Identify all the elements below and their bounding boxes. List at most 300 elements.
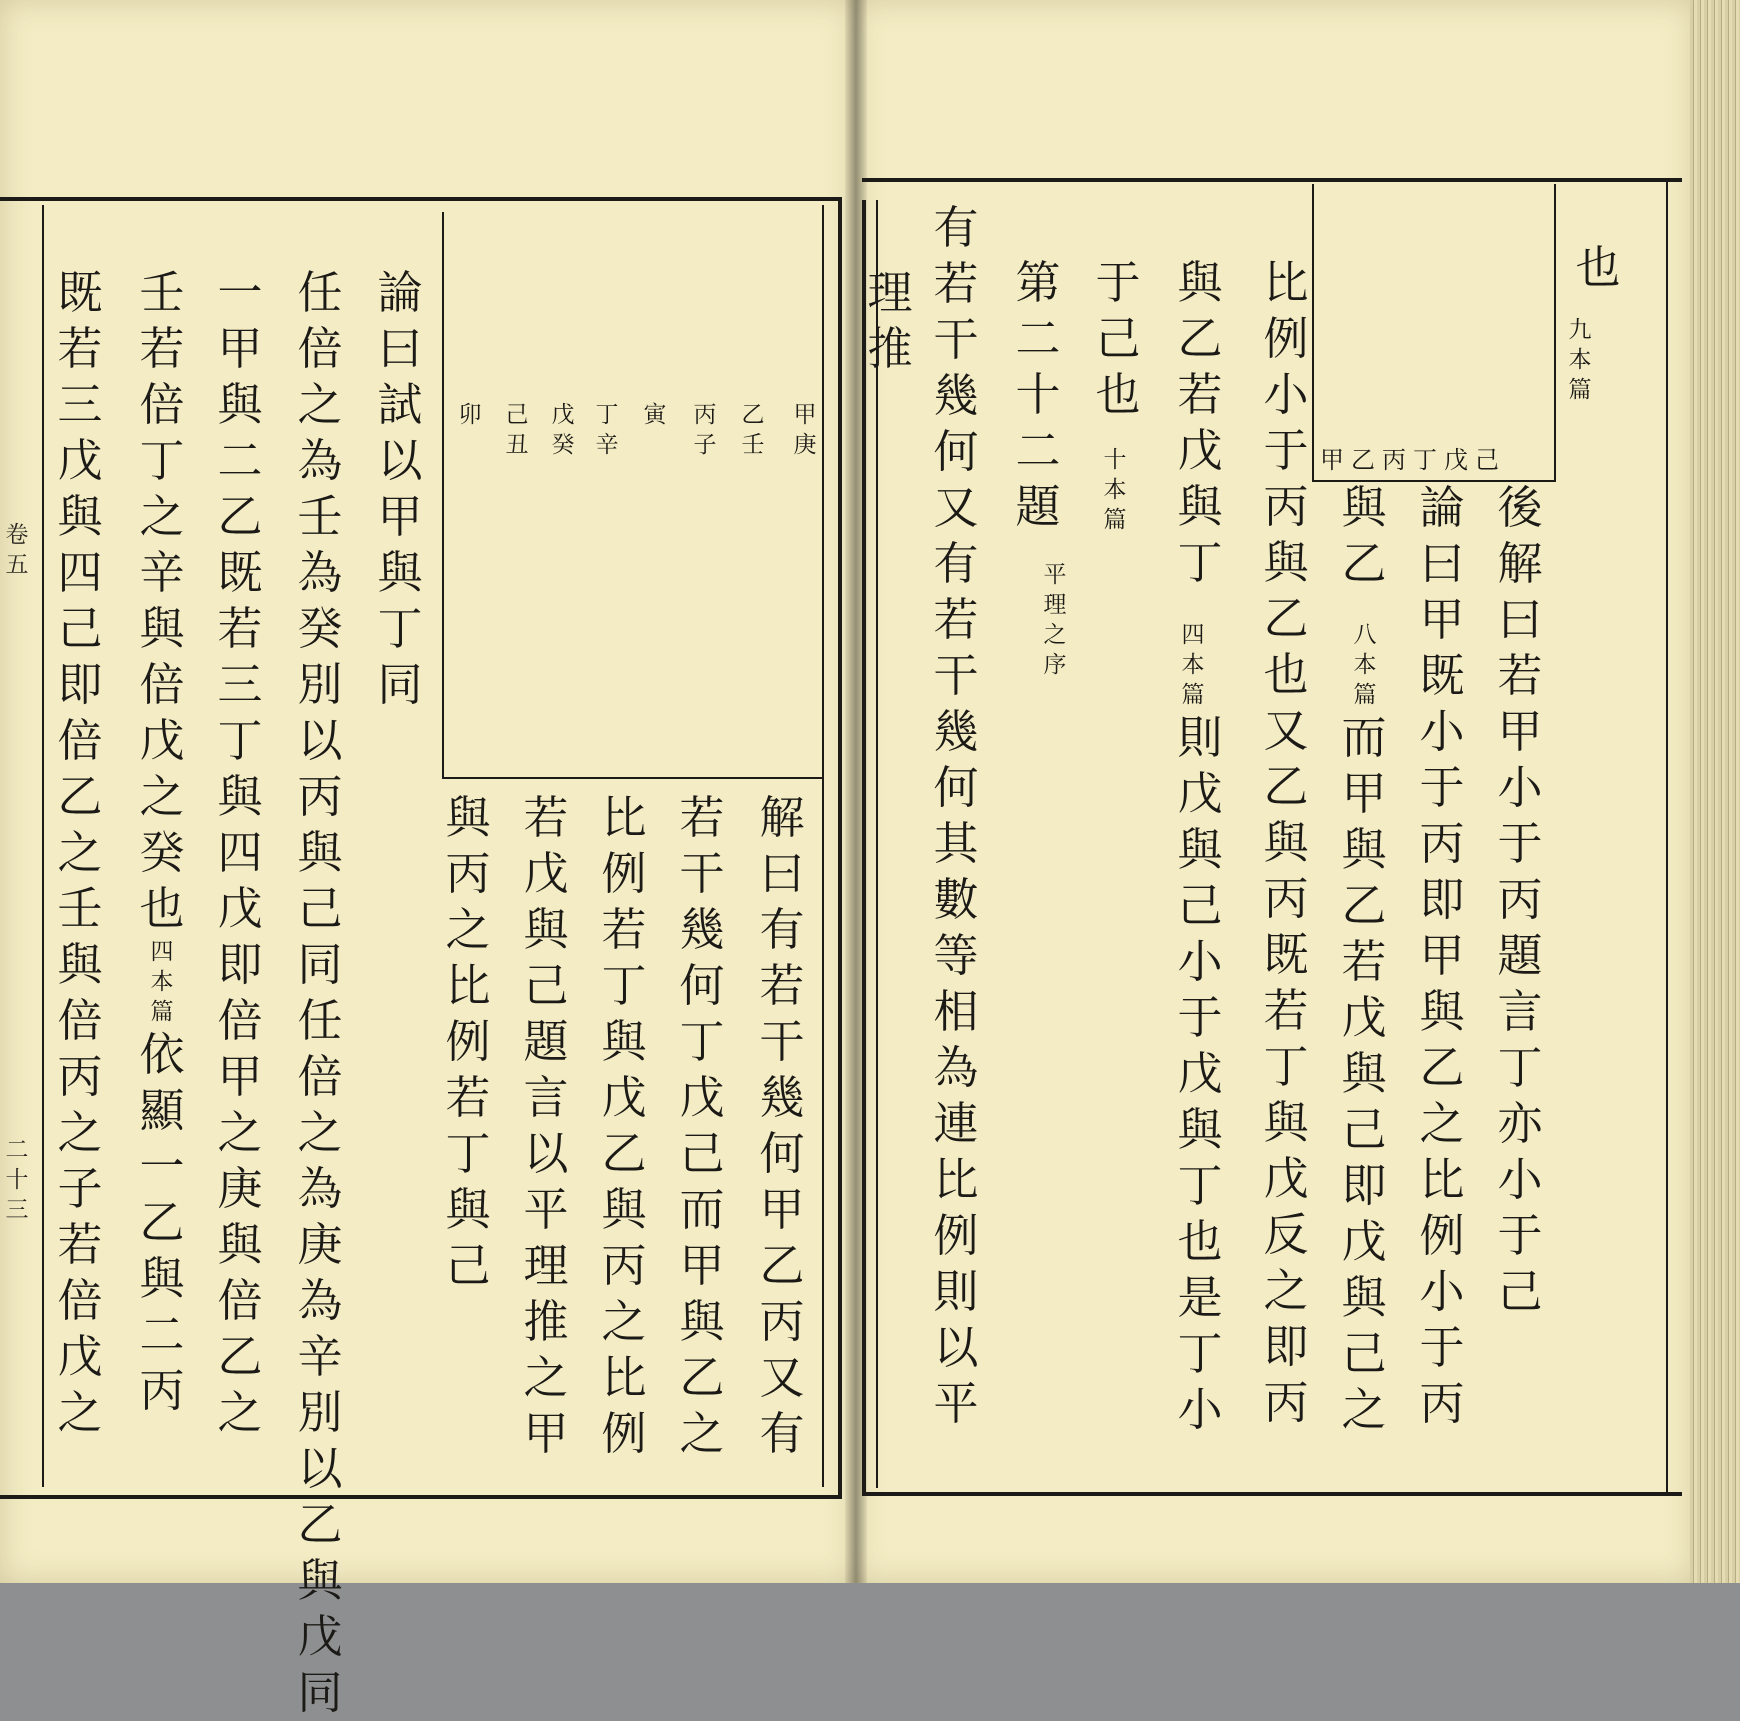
glyph: 戊 [57, 1330, 103, 1383]
glyph: 任 [297, 266, 343, 319]
right-column-f-note [1100, 445, 1130, 535]
left-column-4b [134, 1027, 190, 1419]
glyph: 四 [57, 546, 103, 599]
glyph: 依 [139, 1028, 185, 1081]
right-header-column [1570, 240, 1626, 296]
glyph: 倍 [217, 1274, 263, 1327]
glyph: 以 [523, 1127, 569, 1180]
glyph: 倍 [139, 378, 185, 431]
glyph: 若 [933, 593, 979, 646]
glyph: 于 [1419, 1321, 1465, 1374]
glyph: 與 [1341, 1047, 1387, 1100]
glyph: 與 [1341, 1271, 1387, 1324]
glyph: 壬 [297, 490, 343, 543]
glyph: 若 [1341, 935, 1387, 988]
glyph: 丙 [601, 1239, 647, 1292]
glyph: 倍 [297, 322, 343, 375]
glyph: 平 [1043, 562, 1067, 588]
glyph: 比 [1419, 1153, 1465, 1206]
right-column-h [928, 200, 984, 1432]
left-fold-mark [2, 520, 32, 580]
glyph: 四 [150, 939, 174, 965]
glyph: 于 [1177, 991, 1223, 1044]
glyph: 倍 [57, 714, 103, 767]
glyph: 小 [1419, 705, 1465, 758]
right-diagram-box [1312, 184, 1556, 482]
glyph: 第 [1015, 256, 1061, 309]
glyph: 二 [5, 1137, 29, 1163]
glyph: 為 [933, 1041, 979, 1094]
glyph: 又 [1263, 704, 1309, 757]
glyph: 與 [377, 546, 423, 599]
glyph: 言 [1497, 985, 1543, 1038]
glyph: 篇 [1181, 682, 1205, 708]
glyph: 八 [1353, 622, 1377, 648]
glyph: 與 [445, 1183, 491, 1236]
glyph: 與 [1177, 480, 1223, 533]
left-lower-column-2 [674, 790, 730, 1462]
right-column-a [1492, 480, 1548, 1320]
glyph: 乙 [1341, 537, 1387, 590]
glyph: 篇 [1103, 507, 1127, 533]
diagram-label-mao: 卯 [458, 402, 482, 428]
glyph: 之 [217, 1106, 263, 1159]
glyph: 癸 [297, 602, 343, 655]
glyph: 九 [1568, 317, 1592, 343]
glyph: 若 [1177, 368, 1223, 421]
right-header-note [1565, 315, 1595, 405]
glyph: 戊 [1177, 1047, 1223, 1100]
glyph: 而 [1341, 711, 1387, 764]
glyph: 例 [601, 847, 647, 900]
glyph: 干 [933, 649, 979, 702]
glyph: 序 [1043, 652, 1067, 678]
glyph: 己 [297, 882, 343, 935]
glyph: 戊 [297, 1610, 343, 1663]
right-outer-rule [862, 200, 866, 1496]
glyph: 之 [679, 1407, 725, 1460]
glyph: 之 [57, 1106, 103, 1159]
right-column-e [1172, 255, 1228, 591]
glyph: 戊 [1341, 1215, 1387, 1268]
left-margin-rule [42, 205, 44, 1487]
glyph: 癸 [139, 826, 185, 879]
glyph: 有 [933, 201, 979, 254]
glyph: 庚 [217, 1162, 263, 1215]
glyph: 以 [297, 1442, 343, 1495]
left-lower-column-4 [518, 790, 574, 1462]
glyph: 與 [1177, 823, 1223, 876]
glyph: 己 [679, 1127, 725, 1180]
glyph: 反 [1263, 1208, 1309, 1261]
glyph: 言 [523, 1071, 569, 1124]
glyph: 丙 [1419, 817, 1465, 870]
glyph: 後 [1497, 481, 1543, 534]
glyph: 有 [759, 1407, 805, 1460]
glyph: 本 [1353, 652, 1377, 678]
glyph: 庚 [297, 1218, 343, 1271]
glyph: 為 [297, 434, 343, 487]
glyph: 與 [1263, 536, 1309, 589]
glyph: 之 [297, 1106, 343, 1159]
glyph: 幾 [679, 903, 725, 956]
glyph: 己 [1177, 879, 1223, 932]
glyph: 戊 [1177, 424, 1223, 477]
glyph: 壬 [57, 882, 103, 935]
glyph: 甲 [1419, 593, 1465, 646]
right-column-c-note [1350, 620, 1380, 710]
glyph: 之 [445, 903, 491, 956]
glyph: 甲 [377, 490, 423, 543]
diagram-label-ji-chou: 己 丑 [505, 402, 529, 458]
glyph: 若 [217, 602, 263, 655]
glyph: 于 [1419, 761, 1465, 814]
glyph: 本 [1568, 347, 1592, 373]
glyph: 辛 [139, 546, 185, 599]
glyph: 丙 [57, 1050, 103, 1103]
right-column-e-note [1178, 620, 1208, 710]
glyph: 與 [217, 770, 263, 823]
glyph: 丙 [139, 1364, 185, 1417]
glyph: 戊 [523, 847, 569, 900]
glyph: 辛 [297, 1330, 343, 1383]
glyph: 己 [1341, 1327, 1387, 1380]
left-bottom-rule [0, 1495, 842, 1499]
glyph: 若 [1497, 649, 1543, 702]
glyph: 于 [1095, 256, 1141, 309]
left-column-1 [372, 265, 428, 713]
glyph: 任 [297, 994, 343, 1047]
glyph: 與 [679, 1295, 725, 1348]
glyph: 若 [1263, 984, 1309, 1037]
glyph: 有 [759, 903, 805, 956]
left-lower-column-3 [596, 790, 652, 1462]
glyph: 與 [1341, 481, 1387, 534]
glyph: 論 [1419, 481, 1465, 534]
glyph: 乙 [759, 1239, 805, 1292]
glyph: 之 [1419, 1097, 1465, 1150]
glyph: 己 [523, 959, 569, 1012]
right-column-f [1090, 255, 1146, 423]
left-lower-column-1 [754, 790, 810, 1462]
glyph: 乙 [217, 1330, 263, 1383]
glyph: 本 [150, 969, 174, 995]
glyph: 也 [139, 882, 185, 935]
glyph: 倍 [57, 1274, 103, 1327]
glyph: 比 [1263, 256, 1309, 309]
glyph: 與 [445, 791, 491, 844]
glyph: 己 [1341, 1103, 1387, 1156]
diagram-label-jia-geng: 甲 庚 [793, 402, 817, 458]
glyph: 之 [139, 490, 185, 543]
glyph: 乙 [57, 770, 103, 823]
glyph: 十 [1103, 447, 1127, 473]
glyph: 丙 [297, 770, 343, 823]
glyph: 與 [1419, 985, 1465, 1038]
glyph: 同 [297, 1666, 343, 1719]
glyph: 為 [297, 546, 343, 599]
glyph: 小 [1263, 368, 1309, 421]
glyph: 十 [5, 1167, 29, 1193]
glyph: 二 [139, 1308, 185, 1361]
glyph: 與 [523, 903, 569, 956]
glyph: 戊 [217, 882, 263, 935]
glyph: 與 [1263, 1096, 1309, 1149]
glyph: 與 [601, 1183, 647, 1236]
glyph: 理 [867, 266, 913, 319]
glyph: 也 [1095, 368, 1141, 421]
glyph: 三 [217, 658, 263, 711]
left-top-rule [0, 197, 842, 201]
glyph: 三 [5, 1197, 29, 1223]
glyph: 若 [139, 322, 185, 375]
right-bottom-rule [862, 1492, 1682, 1496]
glyph: 既 [57, 266, 103, 319]
left-lower-column-5 [440, 790, 496, 1294]
left-inner-rule [822, 205, 824, 1487]
glyph: 之 [297, 378, 343, 431]
glyph: 也 [1575, 241, 1621, 294]
glyph: 即 [1263, 1320, 1309, 1373]
glyph: 干 [679, 847, 725, 900]
glyph: 甲 [217, 322, 263, 375]
glyph: 即 [57, 658, 103, 711]
glyph: 丁 [601, 959, 647, 1012]
glyph: 題 [523, 1015, 569, 1068]
glyph: 乙 [1263, 760, 1309, 813]
glyph: 既 [1419, 649, 1465, 702]
glyph: 丁 [679, 1015, 725, 1068]
glyph: 題 [1497, 929, 1543, 982]
glyph: 乙 [217, 490, 263, 543]
glyph: 甲 [1497, 705, 1543, 758]
glyph: 既 [1263, 928, 1309, 981]
right-column-d [1258, 255, 1314, 1431]
glyph: 平 [933, 1377, 979, 1430]
glyph: 別 [297, 658, 343, 711]
glyph: 五 [5, 552, 29, 578]
glyph: 小 [1419, 1265, 1465, 1318]
left-diagram-box [442, 212, 822, 779]
glyph: 甲 [759, 1183, 805, 1236]
right-column-c [1336, 480, 1392, 592]
glyph: 與 [57, 490, 103, 543]
glyph: 別 [297, 1386, 343, 1439]
glyph: 何 [759, 1127, 805, 1180]
glyph: 平 [523, 1183, 569, 1236]
glyph: 也 [1177, 1215, 1223, 1268]
diagram-label-yi-ren: 乙 壬 [741, 402, 765, 458]
diagram-label-ding-xin: 丁 辛 [595, 402, 619, 458]
glyph: 卷 [5, 522, 29, 548]
glyph: 何 [933, 425, 979, 478]
glyph: 本 [1181, 652, 1205, 678]
glyph: 是 [1177, 1271, 1223, 1324]
glyph: 篇 [1568, 377, 1592, 403]
glyph: 曰 [1497, 593, 1543, 646]
glyph: 解 [1497, 537, 1543, 590]
glyph: 丁 [445, 1127, 491, 1180]
glyph: 己 [445, 1239, 491, 1292]
right-column-c-cont [1336, 710, 1392, 1438]
glyph: 即 [1341, 1159, 1387, 1212]
glyph: 二 [1015, 424, 1061, 477]
glyph: 之 [217, 1386, 263, 1439]
glyph: 與 [1177, 1103, 1223, 1156]
glyph: 己 [57, 602, 103, 655]
glyph: 等 [933, 929, 979, 982]
glyph: 乙 [139, 1196, 185, 1249]
page-edges [1690, 0, 1740, 1583]
right-top-rule [862, 178, 1682, 182]
glyph: 比 [601, 791, 647, 844]
right-column-b [1414, 480, 1470, 1432]
glyph: 與 [297, 826, 343, 879]
right-diagram-labels: 甲乙丙丁戊己 [1320, 446, 1506, 474]
glyph: 二 [1015, 312, 1061, 365]
right-column-g-note [1040, 560, 1070, 680]
glyph: 若 [933, 257, 979, 310]
glyph: 何 [933, 761, 979, 814]
glyph: 又 [933, 481, 979, 534]
glyph: 四 [1181, 622, 1205, 648]
glyph: 題 [1015, 480, 1061, 533]
glyph: 于 [1497, 817, 1543, 870]
glyph: 推 [523, 1295, 569, 1348]
glyph: 乙 [1263, 592, 1309, 645]
glyph: 同 [377, 658, 423, 711]
glyph: 與 [297, 1554, 343, 1607]
glyph: 幾 [933, 705, 979, 758]
glyph: 于 [1497, 1209, 1543, 1262]
glyph: 乙 [297, 1498, 343, 1551]
glyph: 小 [1177, 935, 1223, 988]
glyph: 何 [679, 959, 725, 1012]
glyph: 例 [933, 1209, 979, 1262]
glyph: 與 [1177, 256, 1223, 309]
glyph: 既 [217, 546, 263, 599]
glyph: 之 [1341, 1383, 1387, 1436]
glyph: 干 [759, 1015, 805, 1068]
glyph: 己 [1497, 1265, 1543, 1318]
glyph: 以 [377, 434, 423, 487]
glyph: 十 [1015, 368, 1061, 421]
glyph: 比 [601, 1351, 647, 1404]
glyph: 丙 [1497, 873, 1543, 926]
glyph: 若 [601, 903, 647, 956]
glyph: 倍 [57, 994, 103, 1047]
glyph: 丁 [1177, 1327, 1223, 1380]
glyph: 之 [601, 1295, 647, 1348]
glyph: 小 [1497, 761, 1543, 814]
glyph: 乙 [679, 1351, 725, 1404]
glyph: 比 [445, 959, 491, 1012]
glyph: 戊 [601, 1071, 647, 1124]
glyph: 三 [57, 378, 103, 431]
glyph: 丙 [1263, 480, 1309, 533]
glyph: 以 [933, 1321, 979, 1374]
glyph: 戊 [139, 714, 185, 767]
glyph: 若 [679, 791, 725, 844]
glyph: 壬 [139, 266, 185, 319]
glyph: 丙 [1263, 872, 1309, 925]
glyph: 戊 [1263, 1152, 1309, 1205]
glyph: 與 [57, 938, 103, 991]
glyph: 甲 [1419, 929, 1465, 982]
glyph: 試 [377, 378, 423, 431]
left-column-2 [292, 265, 348, 1721]
glyph: 二 [217, 434, 263, 487]
glyph: 甲 [217, 1050, 263, 1103]
glyph: 于 [1263, 424, 1309, 477]
glyph: 篇 [1353, 682, 1377, 708]
glyph: 戊 [1341, 991, 1387, 1044]
glyph: 若 [445, 1071, 491, 1124]
glyph: 乙 [601, 1127, 647, 1180]
glyph: 戊 [679, 1071, 725, 1124]
left-column-4a [134, 265, 190, 1419]
glyph: 若 [759, 959, 805, 1012]
glyph: 解 [759, 791, 805, 844]
glyph: 同 [297, 938, 343, 991]
glyph: 論 [377, 266, 423, 319]
glyph: 之 [57, 1386, 103, 1439]
glyph: 一 [139, 1140, 185, 1193]
glyph: 乙 [1419, 1041, 1465, 1094]
glyph: 與 [139, 602, 185, 655]
glyph: 幾 [759, 1071, 805, 1124]
glyph: 之 [57, 826, 103, 879]
glyph: 丁 [217, 714, 263, 767]
glyph: 戊 [1177, 767, 1223, 820]
left-outer-rule [838, 197, 842, 1499]
glyph: 顯 [139, 1084, 185, 1137]
glyph: 之 [1043, 622, 1067, 648]
glyph: 理 [523, 1239, 569, 1292]
glyph: 若 [523, 791, 569, 844]
glyph: 相 [933, 985, 979, 1038]
glyph: 與 [217, 1218, 263, 1271]
left-column-4-note [147, 937, 177, 1027]
glyph: 理 [1043, 592, 1067, 618]
glyph: 推 [867, 322, 913, 375]
glyph: 例 [1419, 1209, 1465, 1262]
glyph: 倍 [297, 1050, 343, 1103]
glyph: 曰 [377, 322, 423, 375]
glyph: 即 [1419, 873, 1465, 926]
glyph: 甲 [679, 1239, 725, 1292]
glyph: 與 [601, 1015, 647, 1068]
glyph: 己 [1095, 312, 1141, 365]
glyph: 倍 [139, 658, 185, 711]
glyph: 以 [297, 714, 343, 767]
glyph: 乙 [1341, 879, 1387, 932]
glyph: 丁 [1263, 1040, 1309, 1093]
right-column-i [862, 265, 918, 377]
glyph: 與 [1341, 823, 1387, 876]
glyph: 倍 [217, 994, 263, 1047]
glyph: 小 [1177, 1383, 1223, 1436]
glyph: 為 [297, 1274, 343, 1327]
glyph: 則 [1177, 711, 1223, 764]
glyph: 乙 [1177, 312, 1223, 365]
glyph: 丁 [377, 602, 423, 655]
glyph: 曰 [1419, 537, 1465, 590]
glyph: 篇 [150, 999, 174, 1025]
glyph: 四 [217, 826, 263, 879]
glyph: 若 [57, 1218, 103, 1271]
diagram-label-bing-zi: 丙 子 [693, 402, 717, 458]
